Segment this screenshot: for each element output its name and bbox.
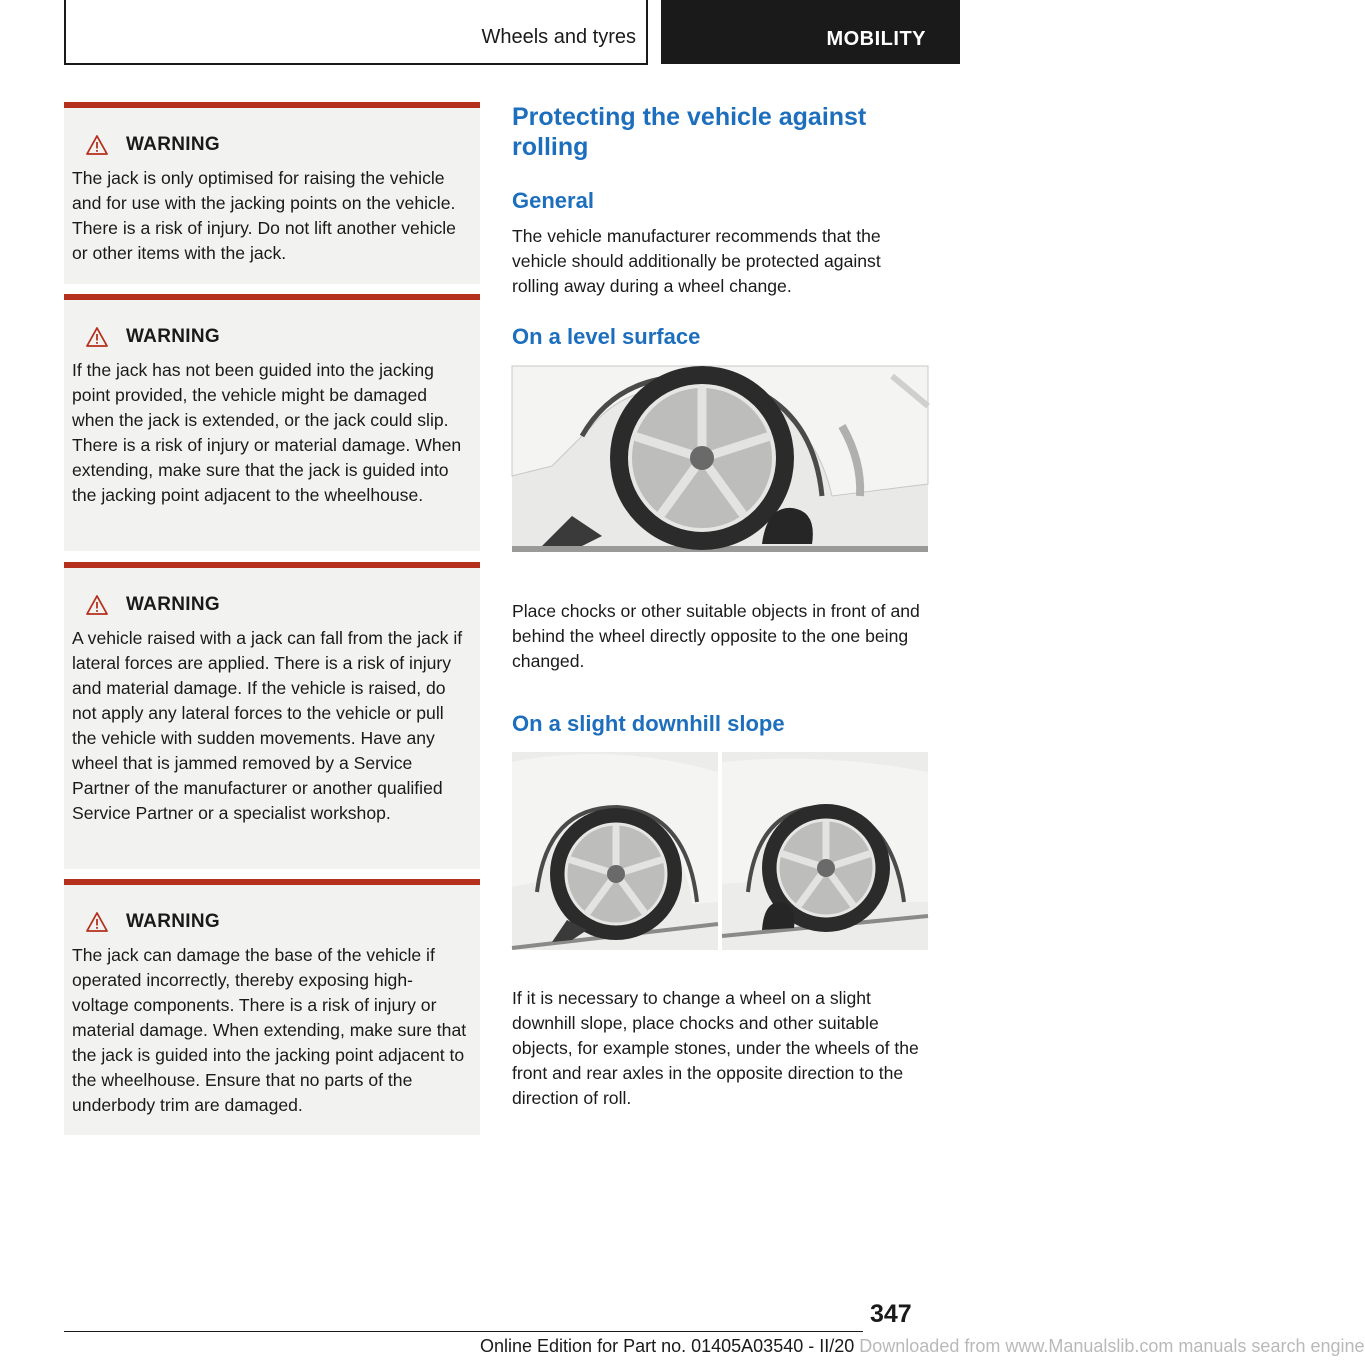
downhill-slope-text: If it is necessary to change a wheel on a slight downhill slope, place chocks and other suitable objects, for example stones, under the wheels of the front and rear axles in the opposite direction to the direction of roll. xyxy=(512,988,919,1108)
level-surface-text: Place chocks or other suitable objects in front of and behind the wheel directly opposite to the one being changed. xyxy=(512,601,920,671)
subheading-level-surface: On a level surface xyxy=(512,324,701,349)
header-rule-bottom xyxy=(64,63,648,65)
wheel-chock-illustration xyxy=(512,366,928,552)
warning-title: WARNING xyxy=(126,134,220,155)
warning-text: A vehicle raised with a jack can fall from the jack if lateral forces are applied. There is a risk of injury and material damage. If the vehicle is raised, do not apply any lateral forces to the vehicle or pull the vehicle with sudden movements. Have any wheel that is jammed removed by a Service Partner of the manufacturer or another qualified Service Partner or a specialist workshop. xyxy=(72,628,463,823)
section-title: Protecting the vehicle against rolling xyxy=(512,103,867,161)
page-number: 347 xyxy=(870,1300,912,1328)
footer-edition-text: Online Edition for Part no. 01405A03540 - II/20 xyxy=(480,1336,855,1356)
warning-text: If the jack has not been guided into the jacking point provided, the vehicle might be damaged when the jack is extended, or the jack could slip. There is a risk of injury or material damage. When extending, make sure that the jack is guided into the jacking point adjacent to the wheelhouse. xyxy=(72,360,462,505)
warning-box-1 xyxy=(64,102,480,284)
warning-title: WARNING xyxy=(126,326,220,347)
warning-triangle-icon xyxy=(86,595,108,615)
warning-triangle-icon xyxy=(86,912,108,932)
footer-rule xyxy=(64,1331,863,1332)
footer-edition xyxy=(480,1336,1365,1357)
header-rule-right xyxy=(646,0,648,64)
warning-heading xyxy=(72,592,468,618)
general-text: The vehicle manufacturer recommends that the vehicle should additionally be protected against rolling away during a wheel change. xyxy=(512,226,881,296)
figure-level-surface xyxy=(512,366,928,552)
warning-heading xyxy=(72,909,468,935)
warning-title: WARNING xyxy=(126,594,220,615)
warning-box-4 xyxy=(64,879,480,1135)
subheading-downhill-slope: On a slight downhill slope xyxy=(512,711,785,736)
warning-triangle-icon xyxy=(86,327,108,347)
two-wheels-slope-illustration xyxy=(512,752,928,950)
header-rule-left xyxy=(64,0,66,64)
subheading-general: General xyxy=(512,188,594,213)
warning-box-3 xyxy=(64,562,480,869)
warning-heading xyxy=(72,324,468,350)
warning-box-2 xyxy=(64,294,480,551)
header-chapter-tab xyxy=(661,0,960,64)
figure-downhill-slope xyxy=(512,752,928,950)
warning-text: The jack can damage the base of the vehicle if operated incorrectly, thereby exposing high-voltage components. There is a risk of injury or material damage. When extending, make sure that the jack is guided into the jacking point adjacent to the wheelhouse. Ensure that no parts of the underbody trim are damaged. xyxy=(72,945,467,1115)
warning-title: WARNING xyxy=(126,911,220,932)
warning-heading xyxy=(72,132,468,158)
warning-text: The jack is only optimised for raising the vehicle and for use with the jacking points on the vehicle. There is a risk of injury. Do not lift another vehicle or other items with the jack. xyxy=(72,168,456,263)
header-chapter-label: MOBILITY xyxy=(826,28,926,50)
header-section-title: Wheels and tyres xyxy=(481,26,636,48)
footer-watermark: Downloaded from www.Manualslib.com manuals search engine xyxy=(859,1336,1365,1356)
warning-triangle-icon xyxy=(86,135,108,155)
